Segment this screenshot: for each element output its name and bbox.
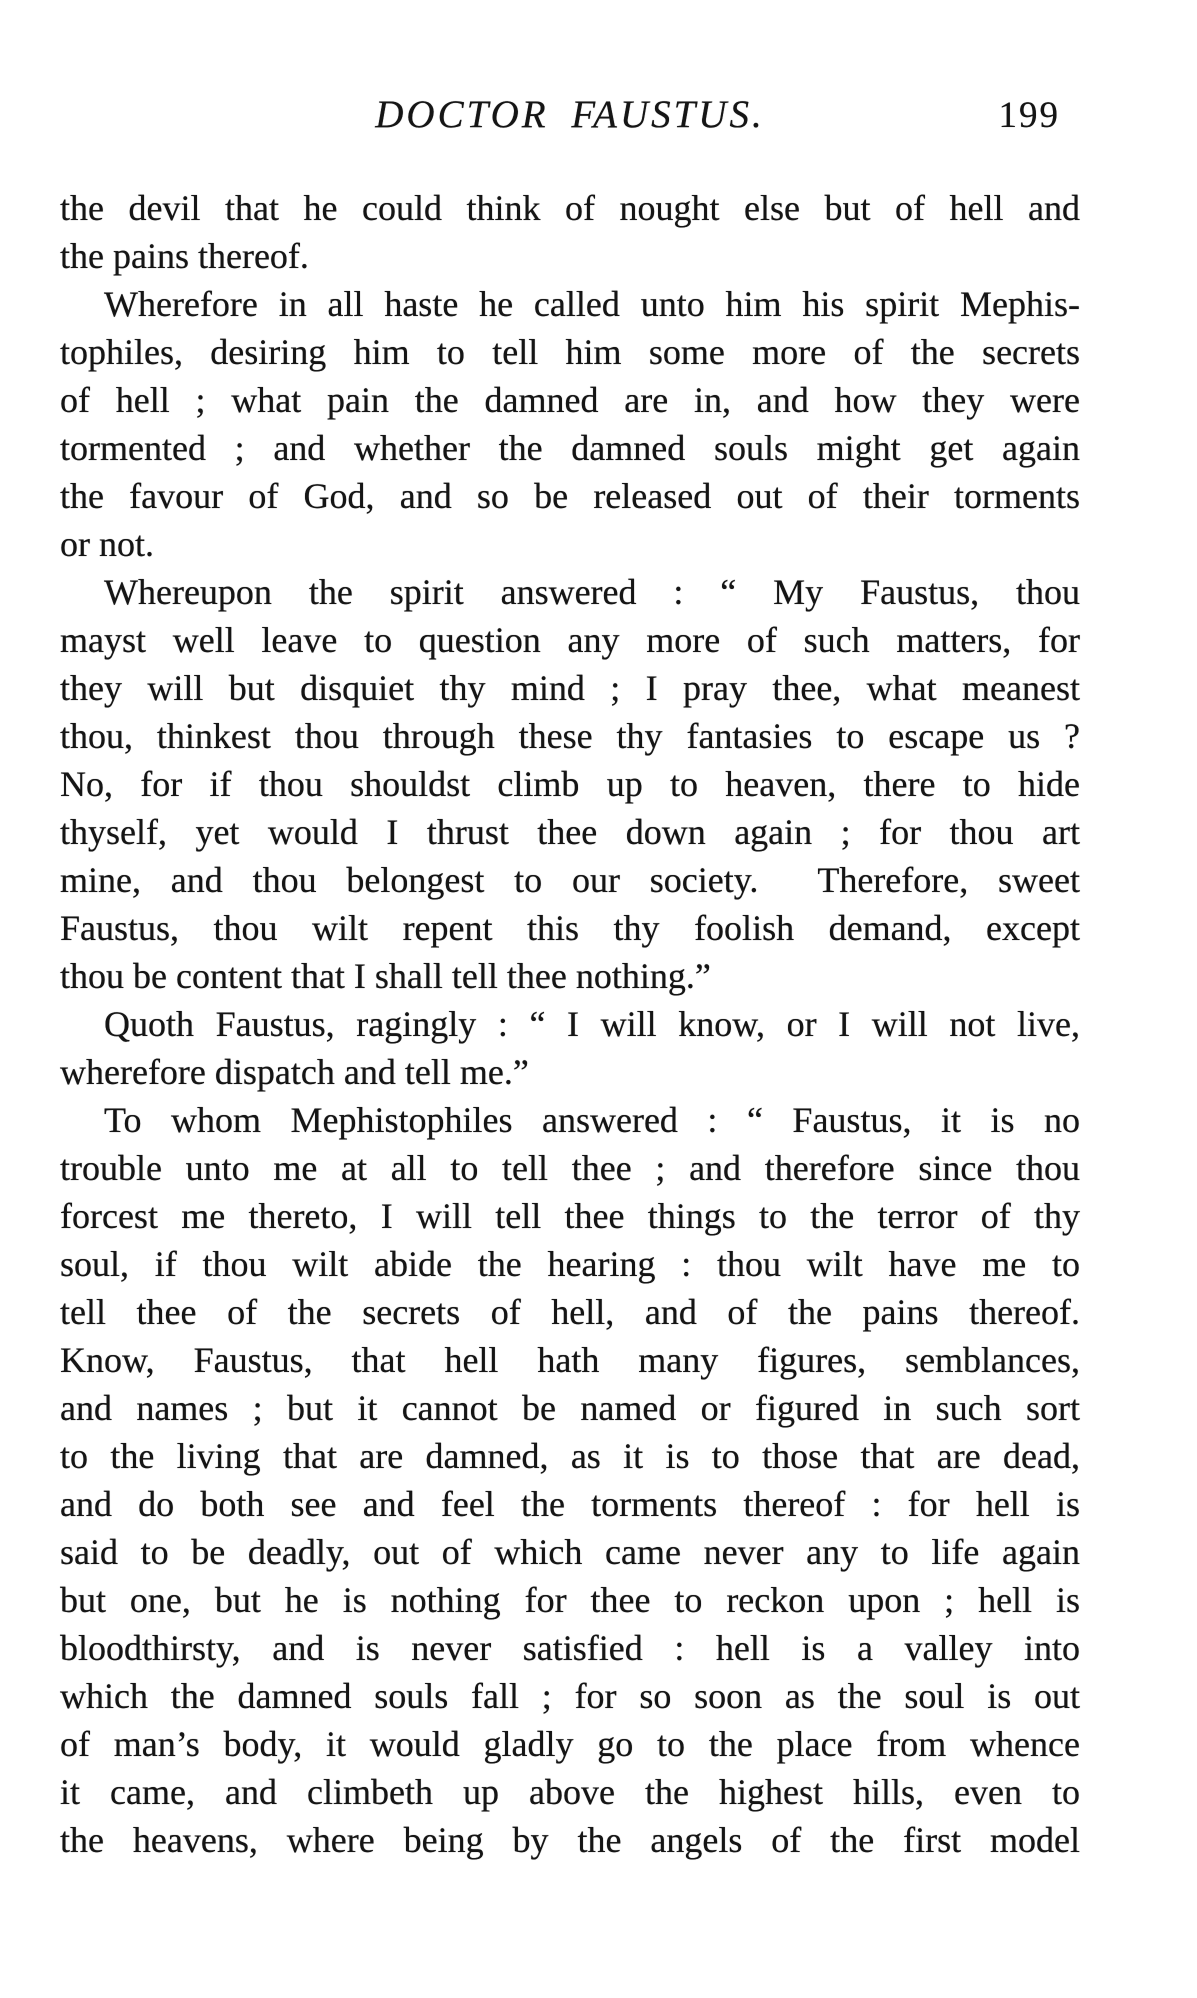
- text-line: soul, if thou wilt abide the hearing : thou wilt have me to: [60, 1244, 1080, 1284]
- paragraph: [60, 184, 1080, 280]
- text-line: forcest me thereto, I will tell thee things to the terror of thy: [60, 1196, 1080, 1236]
- text-line: they will but disquiet thy mind ; I pray thee, what meanest: [60, 668, 1080, 708]
- text-line: wherefore dispatch and tell me.”: [60, 1052, 529, 1092]
- text-line: but one, but he is nothing for thee to reckon upon ; hell is: [60, 1580, 1080, 1620]
- text-line: the devil that he could think of nought else but of hell and: [60, 188, 1080, 228]
- text-line: Faustus, thou wilt repent this thy foolish demand, except: [60, 908, 1080, 948]
- text-line: Know, Faustus, that hell hath many figures, semblances,: [60, 1340, 1080, 1380]
- text-line: tell thee of the secrets of hell, and of the pains thereof.: [60, 1292, 1080, 1332]
- text-line: and names ; but it cannot be named or figured in such sort: [60, 1388, 1080, 1428]
- text-line: or not.: [60, 524, 154, 564]
- text-line: said to be deadly, out of which came never any to life again: [60, 1532, 1080, 1572]
- text-line: To whom Mephistophiles answered : “ Faustus, it is no: [104, 1100, 1080, 1140]
- text-line: thyself, yet would I thrust thee down again ; for thou art: [60, 812, 1080, 852]
- text-line: thou be content that I shall tell thee nothing.”: [60, 956, 711, 996]
- text-line: Quoth Faustus, ragingly : “ I will know, or I will not live,: [104, 1004, 1080, 1044]
- text-line: and do both see and feel the torments thereof : for hell is: [60, 1484, 1080, 1524]
- text-line: the pains thereof.: [60, 236, 309, 276]
- paragraph: [60, 568, 1080, 1000]
- text-line: trouble unto me at all to tell thee ; and therefore since thou: [60, 1148, 1080, 1188]
- text-line: to the living that are damned, as it is to those that are dead,: [60, 1436, 1080, 1476]
- text-line: the favour of God, and so be released out of their torments: [60, 476, 1080, 516]
- text-line: the heavens, where being by the angels of the first model: [60, 1820, 1080, 1860]
- text-line: bloodthirsty, and is never satisfied : hell is a valley into: [60, 1628, 1080, 1668]
- running-header-title: DOCTOR FAUSTUS.: [375, 93, 765, 136]
- paragraph: [60, 1000, 1080, 1096]
- text-line: mayst well leave to question any more of such matters, for: [60, 620, 1080, 660]
- text-line: tophiles, desiring him to tell him some more of the secrets: [60, 332, 1080, 372]
- paragraph: [60, 280, 1080, 568]
- page-number: 199: [998, 95, 1060, 136]
- text-line: of man’s body, it would gladly go to the place from whence: [60, 1724, 1080, 1764]
- page-body: [60, 184, 1080, 1864]
- paragraph: [60, 1096, 1080, 1864]
- text-line: of hell ; what pain the damned are in, and how they were: [60, 380, 1080, 420]
- text-line: No, for if thou shouldst climb up to heaven, there to hide: [60, 764, 1080, 804]
- running-header: [60, 92, 1080, 142]
- text-line: Whereupon the spirit answered : “ My Faustus, thou: [104, 572, 1080, 612]
- text-line: thou, thinkest thou through these thy fantasies to escape us ?: [60, 716, 1080, 756]
- text-line: Wherefore in all haste he called unto him his spirit Mephis-: [104, 284, 1080, 324]
- text-line: mine, and thou belongest to our society. Therefore, sweet: [60, 860, 1080, 900]
- text-line: tormented ; and whether the damned souls might get again: [60, 428, 1080, 468]
- text-line: it came, and climbeth up above the highest hills, even to: [60, 1772, 1080, 1812]
- text-line: which the damned souls fall ; for so soon as the soul is out: [60, 1676, 1080, 1716]
